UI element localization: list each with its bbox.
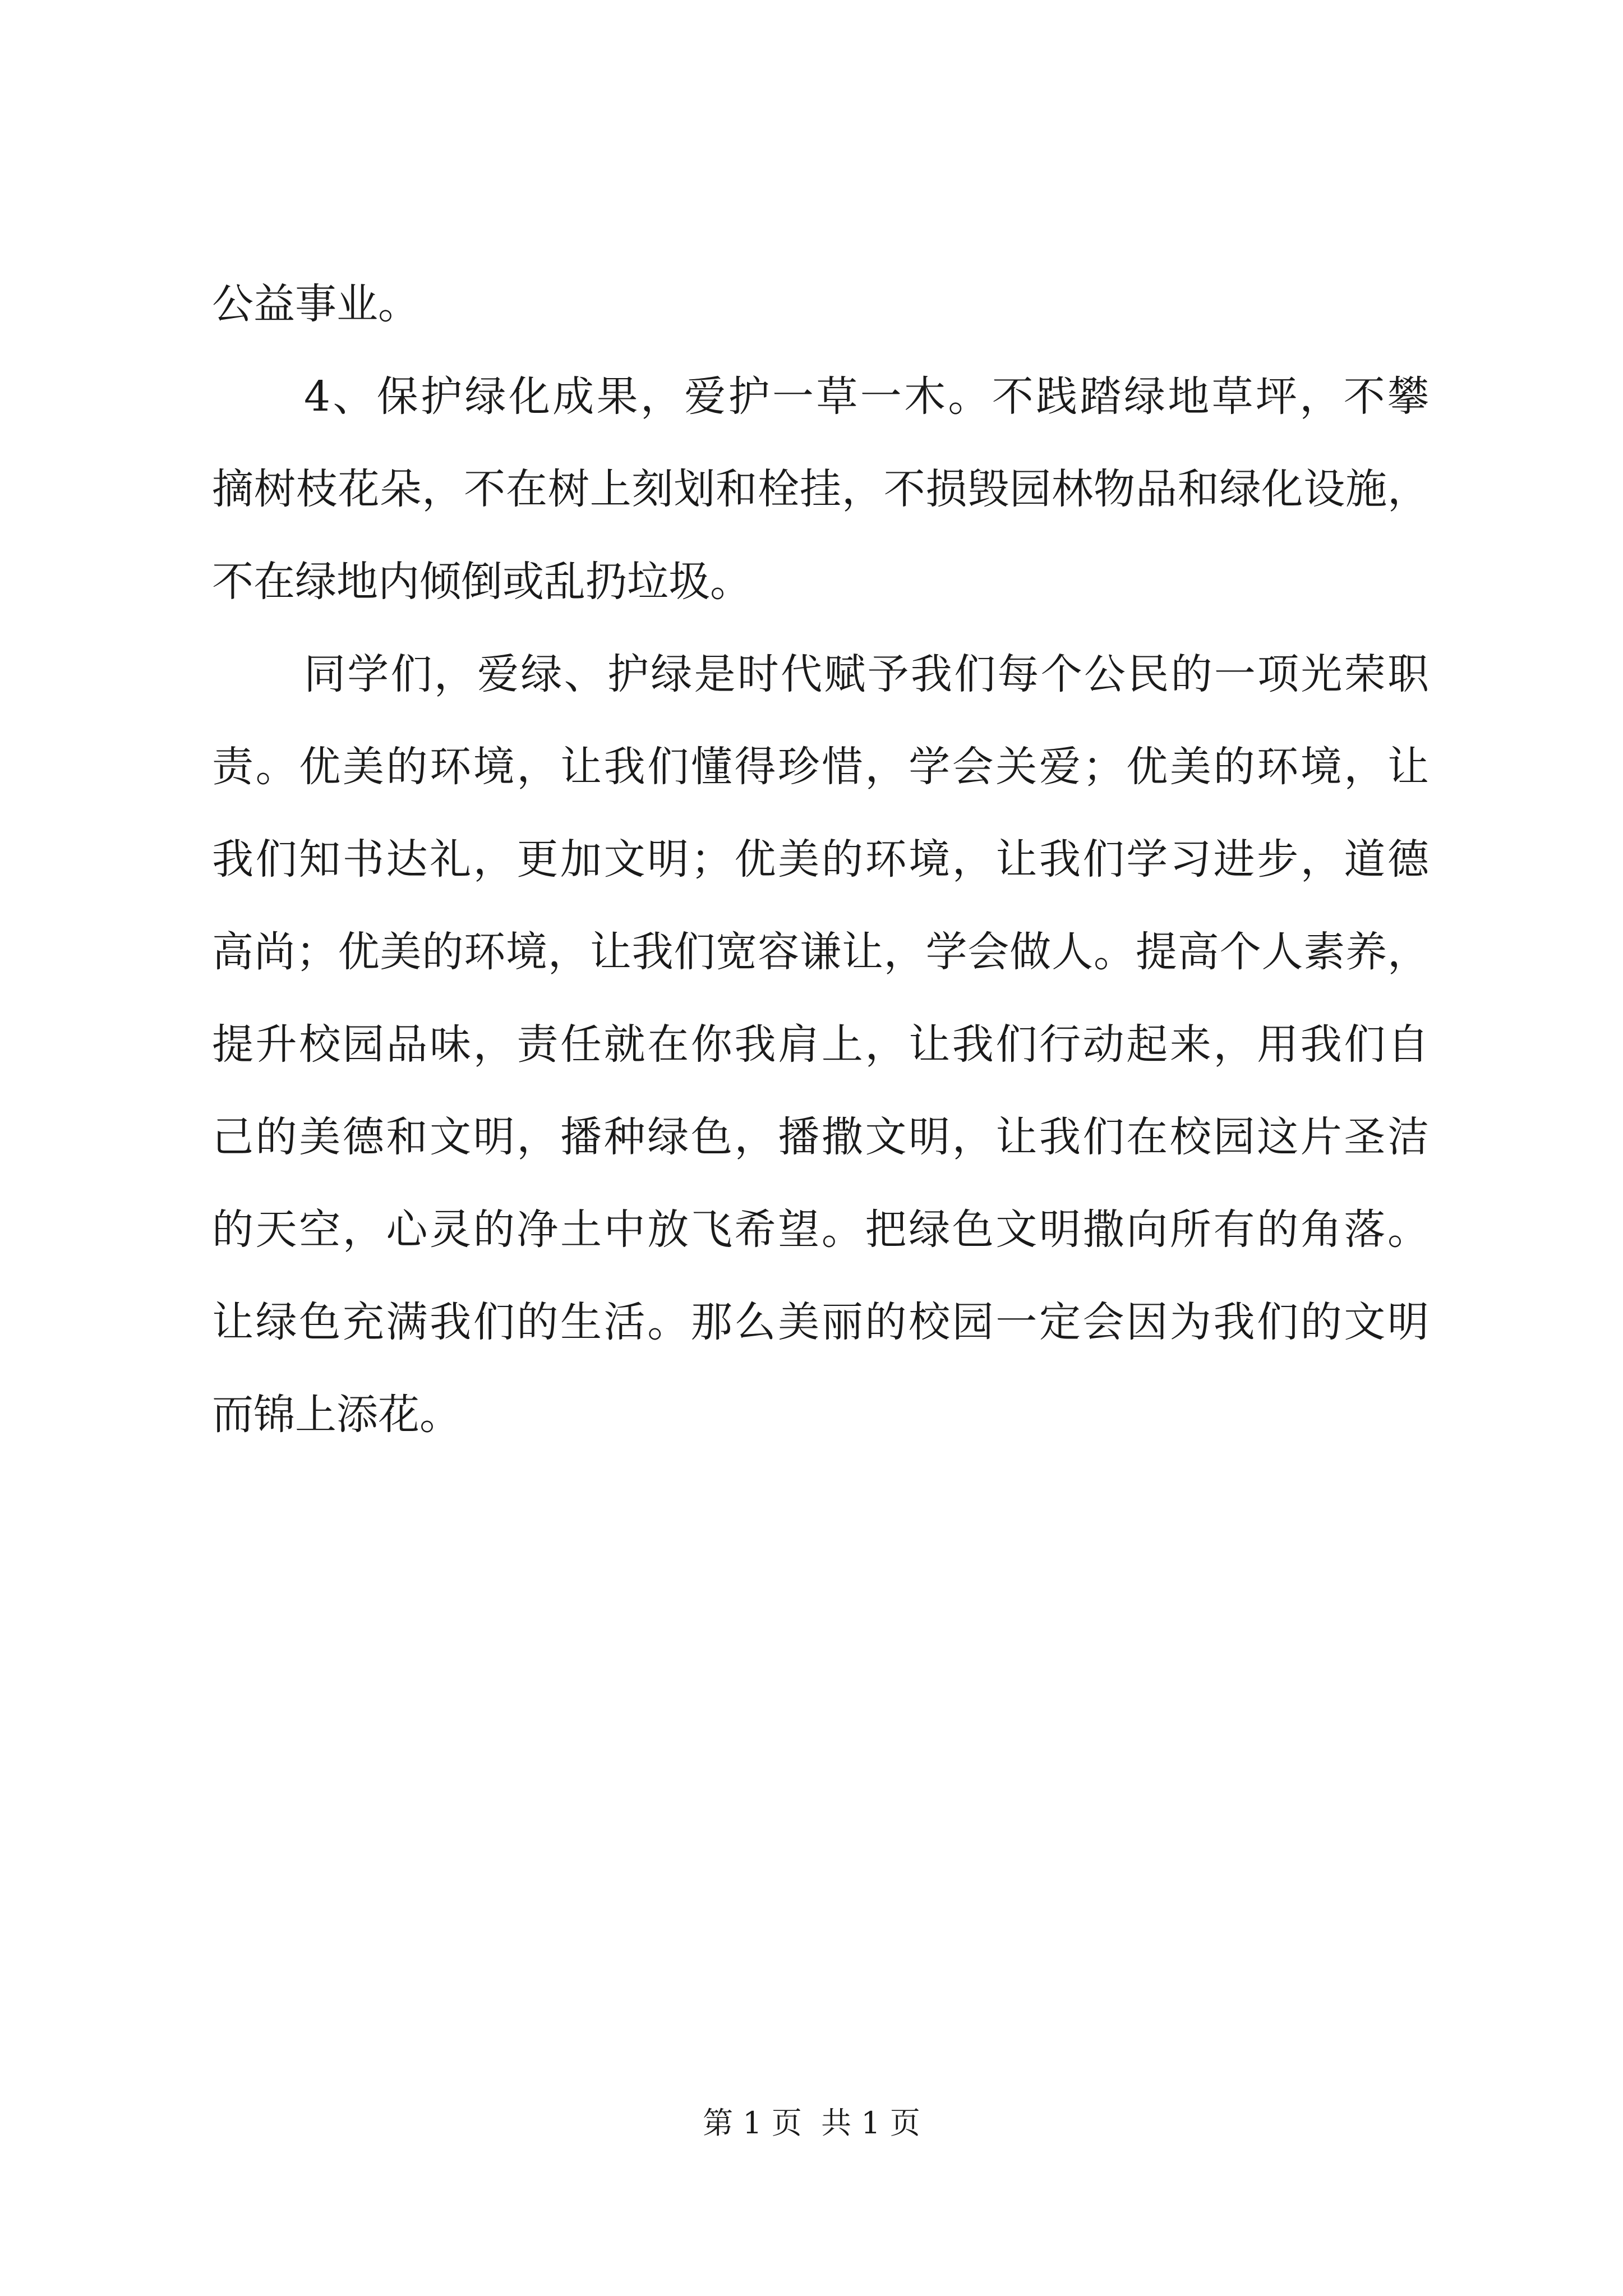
paragraph-2-line-1: 4、保护绿化成果，爱护一草一木。不践踏绿地草坪，不攀 [304, 372, 1429, 421]
paragraph-3-line-3: 我们知书达礼，更加文明；优美的环境，让我们学习进步，道德 [212, 835, 1429, 884]
document-body [212, 258, 1429, 1461]
paragraph-3-line-1: 同学们，爱绿、护绿是时代赋予我们每个公民的一项光荣职 [304, 650, 1429, 698]
paragraph-1-line-1: 公益事业。 [212, 280, 419, 328]
paragraph-3-line-7: 的天空，心灵的净土中放飞希望。把绿色文明撒向所有的角落。 [212, 1205, 1429, 1254]
paragraph-3-line-5: 提升校园品味，责任就在你我肩上，让我们行动起来，用我们自 [212, 1020, 1429, 1069]
paragraph-3-line-4: 高尚；优美的环境，让我们宽容谦让，学会做人。提高个人素养， [212, 928, 1429, 976]
paragraph-3-line-2: 责。优美的环境，让我们懂得珍惜，学会关爱；优美的环境，让 [212, 743, 1429, 791]
paragraph-2-line-2: 摘树枝花朵，不在树上刻划和栓挂，不损毁园林物品和绿化设施， [212, 465, 1429, 513]
paragraph-3-line-6: 己的美德和文明，播种绿色，播撒文明，让我们在校园这片圣洁 [212, 1113, 1429, 1161]
paragraph-3-line-9: 而锦上添花。 [212, 1391, 461, 1439]
page-number-footer: 第 1 页 共 1 页 [703, 2105, 920, 2141]
paragraph-2-line-3: 不在绿地内倾倒或乱扔垃圾。 [212, 558, 751, 606]
paragraph-3-line-8: 让绿色充满我们的生活。那么美丽的校园一定会因为我们的文明 [212, 1298, 1429, 1346]
